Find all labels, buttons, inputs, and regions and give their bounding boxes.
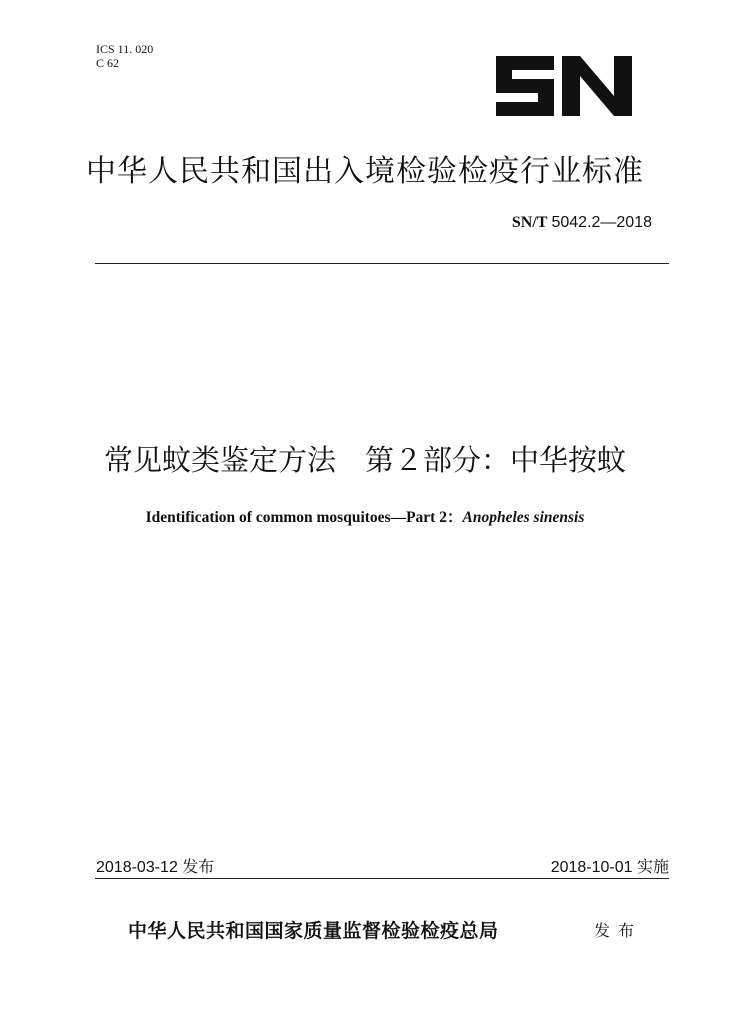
issue-verb: 发布: [594, 921, 643, 940]
standard-number-value: 5042.2—2018: [551, 214, 652, 231]
release-date: 2018-03-12 发布: [96, 859, 215, 876]
sn-logo: [492, 50, 636, 122]
top-divider: [95, 263, 669, 264]
english-title: [0, 505, 730, 527]
bottom-divider: [95, 878, 669, 879]
ics-code: ICS 11. 020: [96, 42, 154, 56]
classification-codes: [96, 42, 153, 70]
sn-logo-n: [562, 56, 632, 116]
implement-date: 2018-10-01 实施: [550, 859, 669, 876]
ccs-code: C 62: [96, 56, 120, 70]
standard-number: [512, 214, 652, 232]
standard-category-title: 中华人民共和国出入境检验检疫行业标准: [86, 154, 644, 189]
english-title-main: Identification of common mosquitoes—Part 2: [145, 509, 447, 526]
issuing-authority: 中华人民共和国国家质量监督检验检疫总局: [128, 920, 499, 942]
sn-logo-s: [496, 56, 554, 116]
english-title-separator: ：: [446, 509, 463, 526]
chinese-title: 常见蚊类鉴定方法 第２部分：中华按蚊: [103, 443, 626, 477]
english-title-species: Anopheles sinensis: [462, 509, 585, 526]
standard-prefix: SN/T: [511, 214, 548, 231]
